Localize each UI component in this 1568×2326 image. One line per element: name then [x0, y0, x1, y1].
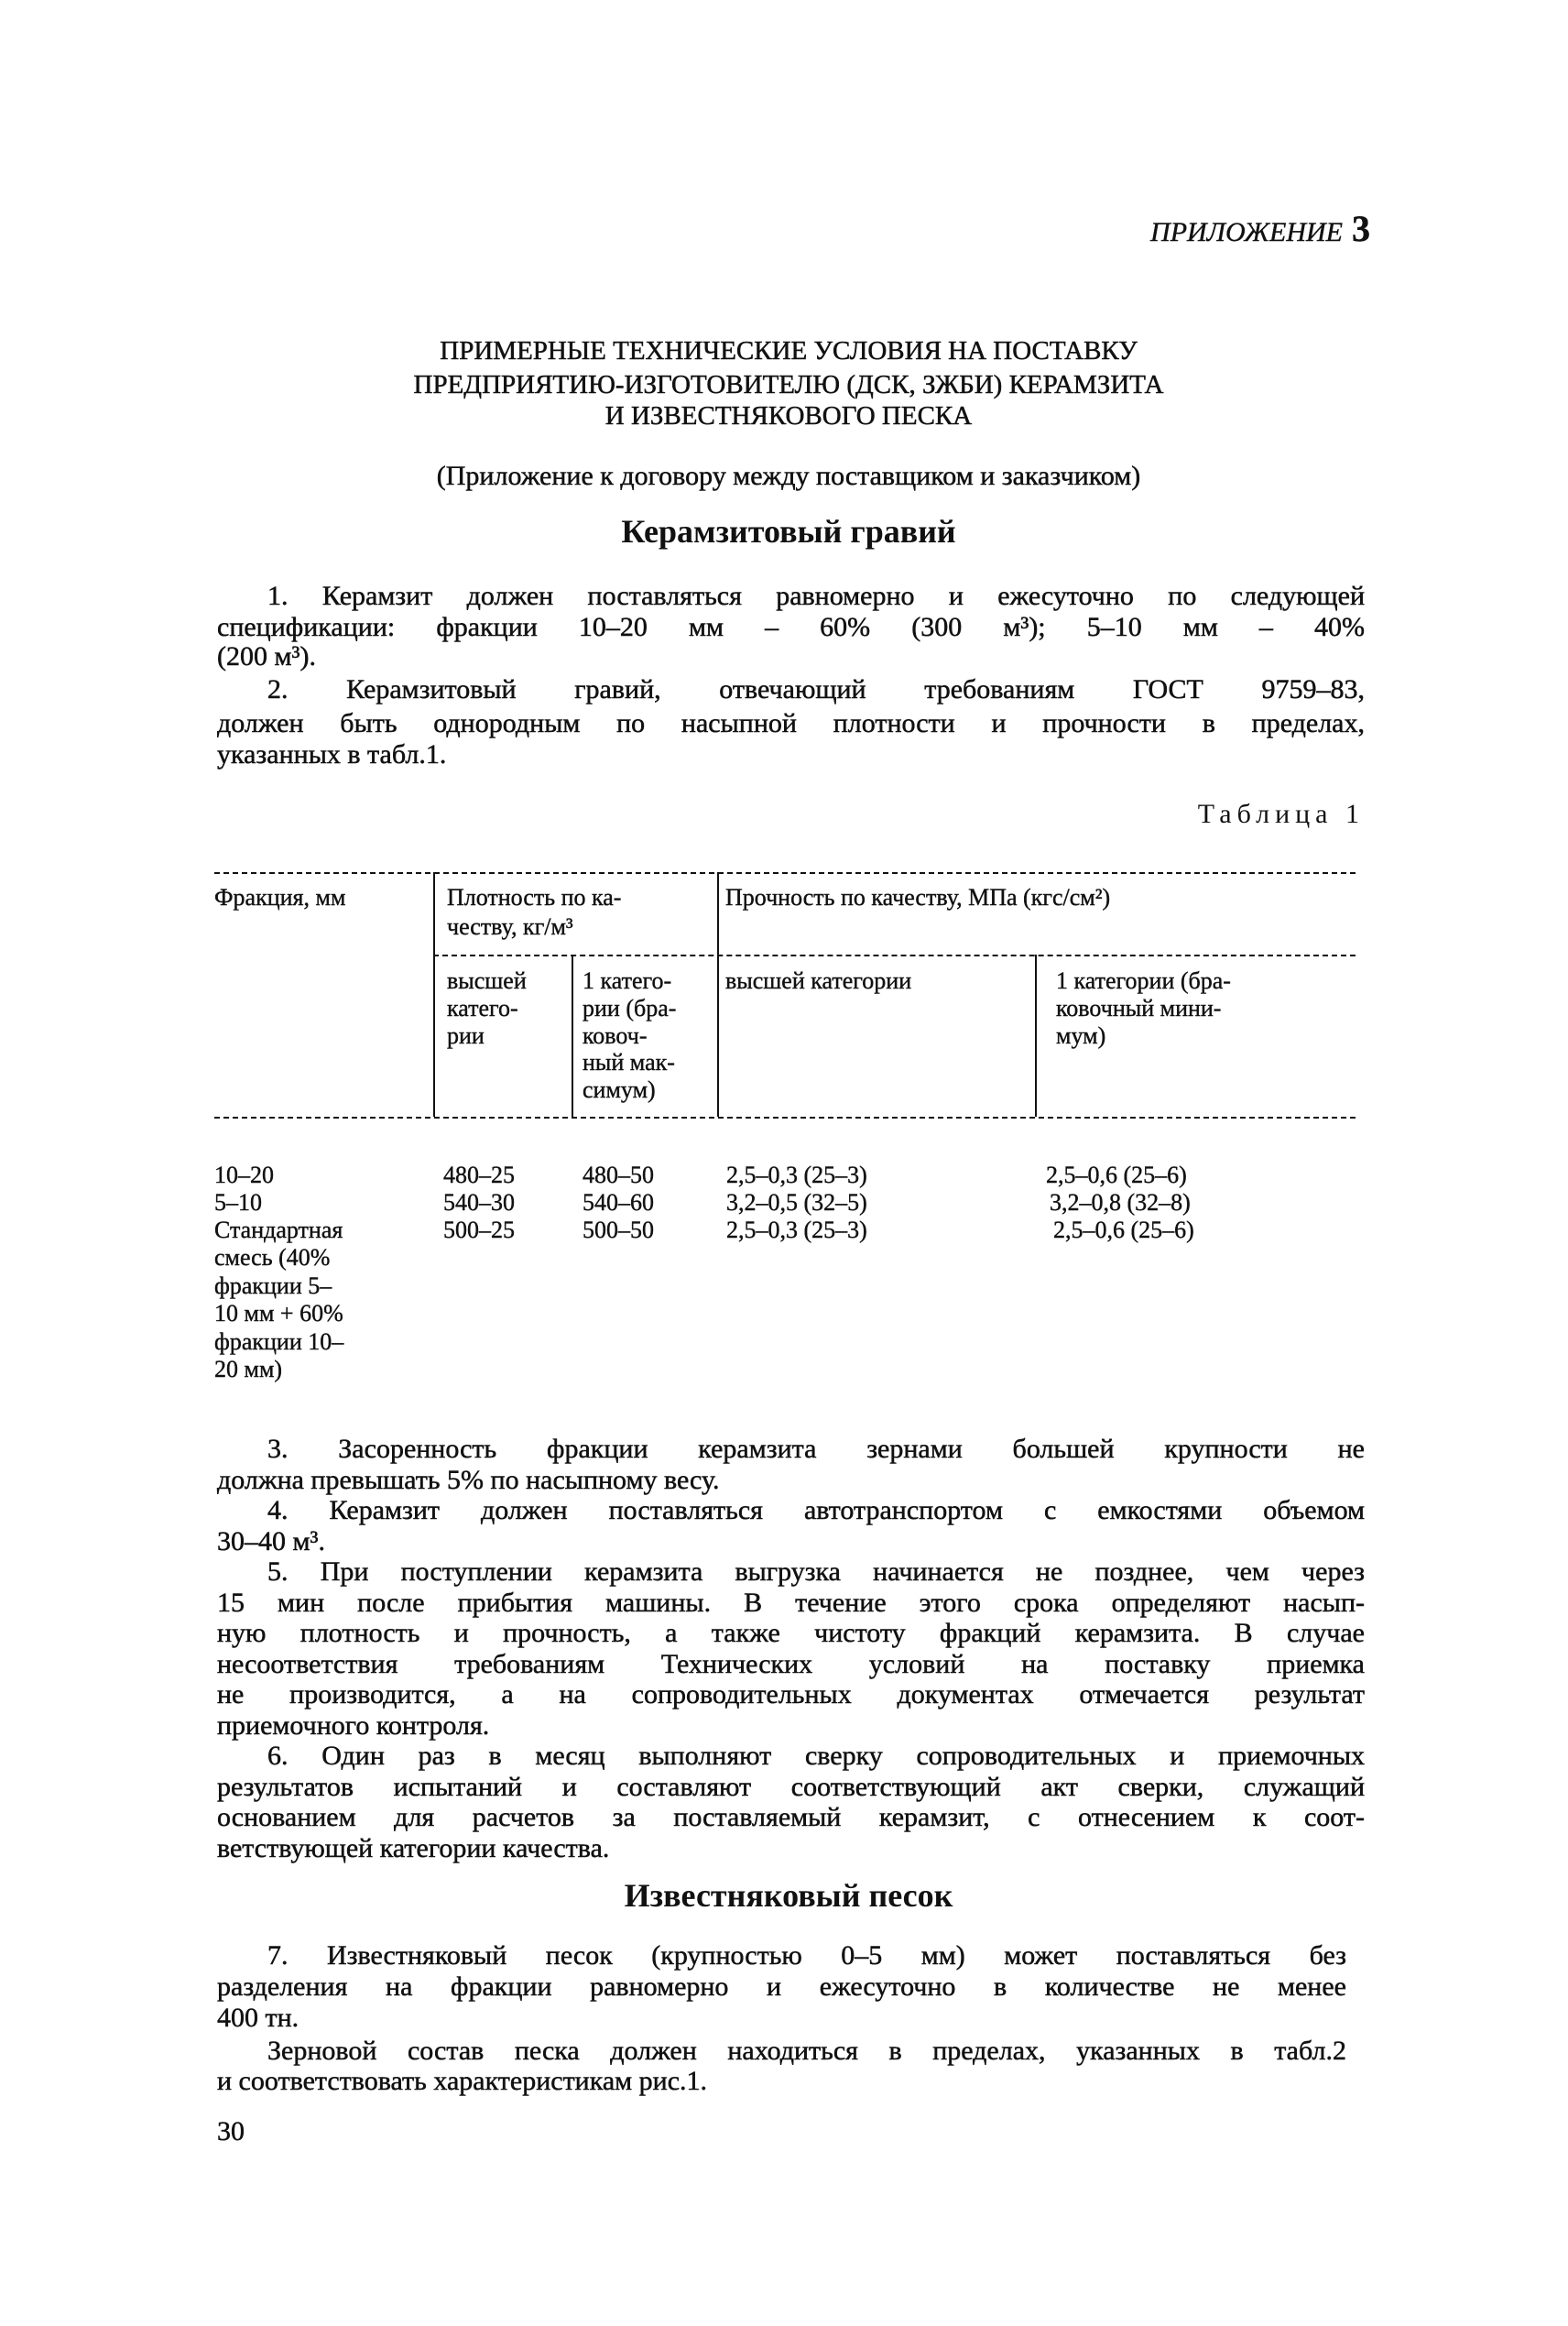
cell-fraction: фракции 5–	[214, 1272, 332, 1299]
cell-fraction: 10–20	[214, 1162, 274, 1188]
paragraph-line: результатов испытаний и составляют соответствующий акт сверки, служащий	[217, 1772, 1365, 1802]
cell-fraction: 10 мм + 60%	[214, 1300, 343, 1327]
table-column-divider	[717, 872, 719, 1117]
subheader-density-first: симум)	[583, 1076, 656, 1103]
header-strength: Прочность по качеству, МПа (кгс/см²)	[725, 884, 1111, 911]
subheader-density-first: ный мак-	[583, 1049, 675, 1076]
section-heading-limestone-sand: Известняковый песок	[624, 1877, 953, 1914]
paragraph-line: 1. Керамзит должен поставляться равномерно и ежесуточно по следующей	[267, 581, 1365, 611]
paragraph-line: ную плотность и прочность, а также чистоту фракций керамзита. В случае	[217, 1618, 1365, 1648]
paragraph-line: (200 м³).	[217, 641, 316, 672]
subheader-strength-first: ковочный мини-	[1056, 995, 1222, 1021]
section-heading-keramzit: Керамзитовый гравий	[621, 513, 956, 550]
paragraph-line: разделения на фракции равномерно и ежесуточно в количестве не менее	[217, 1971, 1346, 2002]
paragraph-line: 5. При поступлении керамзита выгрузка начинается не позднее, чем через	[267, 1556, 1365, 1587]
subheader-strength-first: мум)	[1056, 1022, 1106, 1049]
subheader-density-top: высшей	[447, 967, 527, 994]
cell-strength-first: 3,2–0,8 (32–8)	[1050, 1189, 1191, 1216]
cell-fraction: 5–10	[214, 1189, 262, 1216]
table-caption: Таблица 1	[1197, 799, 1365, 829]
paragraph-line: 7. Известняковый песок (крупностью 0–5 мм) может поставляться без	[267, 1940, 1346, 1971]
header-density: Плотность по ка-	[447, 884, 622, 911]
header-density: честву, кг/м³	[447, 913, 573, 940]
cell-fraction: 20 мм)	[214, 1356, 283, 1382]
paragraph-line: основанием для расчетов за поставляемый керамзит, с отнесением к соот-	[217, 1802, 1365, 1832]
cell-strength-first: 2,5–0,6 (25–6)	[1046, 1162, 1187, 1188]
document-subtitle: (Приложение к договору между поставщиком и заказчиком)	[436, 461, 1141, 491]
cell-fraction: Стандартная	[214, 1217, 343, 1243]
paragraph-line: 15 мин после прибытия машины. В течение этого срока определяют насып-	[217, 1588, 1365, 1618]
paragraph-line: и соответствовать характеристикам рис.1.	[217, 2066, 708, 2096]
subheader-strength-first: 1 категории (бра-	[1056, 967, 1231, 994]
paragraph-line: 2. Керамзитовый гравий, отвечающий требованиям ГОСТ 9759–83,	[267, 674, 1365, 704]
paragraph-line: 4. Керамзит должен поставляться автотранспортом с емкостями объемом	[267, 1495, 1365, 1525]
header-fraction: Фракция, мм	[214, 884, 346, 911]
cell-strength-top: 2,5–0,3 (25–3)	[726, 1217, 867, 1243]
table-rule-bottom	[214, 1117, 1356, 1119]
cell-strength-first: 2,5–0,6 (25–6)	[1053, 1217, 1194, 1243]
page-number: 30	[217, 2116, 245, 2146]
paragraph-line: Зерновой состав песка должен находиться в пределах, указанных в табл.2	[267, 2036, 1346, 2066]
cell-fraction: смесь (40%	[214, 1244, 331, 1271]
paragraph-line: 3. Засоренность фракции керамзита зернами большей крупности не	[267, 1434, 1365, 1464]
subheader-density-first: ковоч-	[583, 1022, 648, 1049]
subheader-density-first: рии (бра-	[583, 995, 677, 1021]
cell-density-top: 480–25	[443, 1162, 515, 1188]
document-title-line: ПРЕДПРИЯТИЮ-ИЗГОТОВИТЕЛЮ (ДСК, ЗЖБИ) КЕРАМЗИТА	[413, 370, 1164, 399]
paragraph-line: указанных в табл.1.	[217, 739, 447, 770]
subheader-density-first: 1 катего-	[583, 967, 672, 994]
document-title-line: ПРИМЕРНЫЕ ТЕХНИЧЕСКИЕ УСЛОВИЯ НА ПОСТАВКУ	[440, 336, 1138, 366]
paragraph-line: 400 тн.	[217, 2003, 299, 2033]
cell-density-top: 540–30	[443, 1189, 515, 1216]
document-title-line: И ИЗВЕСТНЯКОВОГО ПЕСКА	[604, 401, 973, 431]
paragraph-line: не производится, а на сопроводительных документах отмечается результат	[217, 1679, 1365, 1709]
paragraph-line: приемочного контроля.	[217, 1710, 490, 1741]
table-column-divider	[572, 955, 573, 1117]
table-column-divider	[433, 872, 435, 1117]
cell-fraction: фракции 10–	[214, 1328, 344, 1355]
paragraph-line: 6. Один раз в месяц выполняют сверку сопроводительных и приемочных	[267, 1741, 1365, 1771]
table-rule-top	[214, 872, 1356, 874]
subheader-density-top: катего-	[447, 995, 518, 1021]
cell-density-first: 480–50	[583, 1162, 654, 1188]
paragraph-line: 30–40 м³.	[217, 1526, 325, 1556]
paragraph-line: ветствующей категории качества.	[217, 1833, 610, 1863]
paragraph-line: несоответствия требованиям Технических условий на поставку приемка	[217, 1649, 1365, 1679]
paragraph-line: должна превышать 5% по насыпному весу.	[217, 1465, 720, 1495]
paragraph-line: спецификации: фракции 10–20 мм – 60% (300 м³); 5–10 мм – 40%	[217, 612, 1365, 642]
cell-density-first: 540–60	[583, 1189, 654, 1216]
subheader-density-top: рии	[447, 1022, 485, 1049]
paragraph-line: должен быть однородным по насыпной плотности и прочности в пределах,	[217, 708, 1365, 738]
appendix-number: 3	[1352, 208, 1370, 249]
appendix-label-text: ПРИЛОЖЕНИЕ	[1150, 217, 1343, 247]
table-column-divider	[1035, 955, 1037, 1117]
cell-density-first: 500–50	[583, 1217, 654, 1243]
subheader-strength-top: высшей категории	[725, 967, 912, 994]
cell-strength-top: 2,5–0,3 (25–3)	[726, 1162, 867, 1188]
cell-density-top: 500–25	[443, 1217, 515, 1243]
cell-strength-top: 3,2–0,5 (32–5)	[726, 1189, 867, 1216]
appendix-label	[1150, 207, 1370, 250]
